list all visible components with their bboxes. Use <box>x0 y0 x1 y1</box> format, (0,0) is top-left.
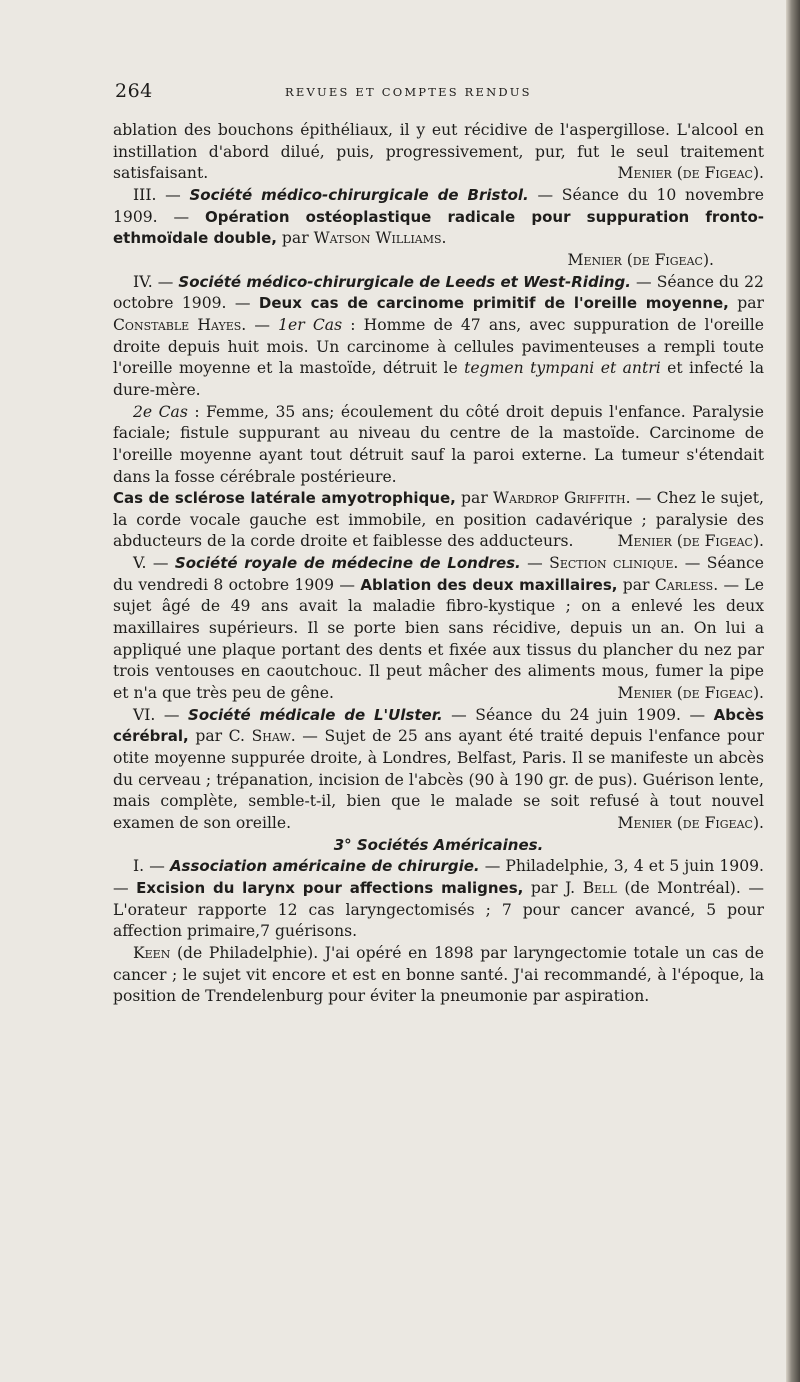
paragraph-text: : Homme de 47 ans, avec suppuration de l'oreille droite depuis huit mois. Un carcinome à cellules pavimenteuses a rempli toute l'oreille moyenne et la mastoïde, détruit le <box>113 315 765 378</box>
session-date: — Séance du 10 novembre 1909. — <box>113 185 764 226</box>
by-label: par <box>455 489 493 508</box>
body-text <box>113 120 764 1008</box>
society-name: Société médico-chirurgicale de Bristol. <box>189 185 529 204</box>
running-head: REVUES ET COMPTES RENDUS <box>285 85 532 99</box>
section-name: — Section clinique. <box>520 554 679 573</box>
author-name: Wardrop Griffith. <box>493 489 631 508</box>
item-number: V. — <box>133 554 175 573</box>
author-name: Keen <box>133 943 171 962</box>
signature: Menier (de Figeac). <box>617 532 764 551</box>
society-name: Société médico-chirurgicale de Leeds et West-Riding. <box>178 272 631 291</box>
item-number: IV. — <box>133 272 179 291</box>
by-label: par <box>276 229 314 248</box>
society-name: Société royale de médecine de Londres. <box>174 554 521 573</box>
paragraph-text: : Femme, 35 ans; écoulement du côté droit depuis l'enfance. Paralysie faciale; fistule suppurant au niveau du centre de la mastoïde. Carcinome de l'oreille moyenne ayant tout détruit sauf la paroi externe. La tumeur s'étendait dans la fosse cérébrale postérieure. <box>113 402 764 486</box>
paragraph-text: — Sujet de 25 ans ayant été traité depuis l'enfance pour otite moyenne suppurée droite, à Londres, Belfast, Paris. Il se manifeste un abcès du cerveau ; trépanation, incision de l'abcès (90 à 190 gr. de pus). Guérison lente, mais complète, semble-t-il, bien que le malade se soit refusé à tout nouvel examen de son oreille. <box>113 727 765 832</box>
signature: Menier (de Figeac). <box>567 250 714 269</box>
page-number: 264 <box>115 80 153 102</box>
item-number: VI. — <box>133 705 189 724</box>
article-title: Opération ostéoplastique radicale pour suppuration fronto-ethmoïdale double, <box>113 207 764 248</box>
signature: Menier (de Figeac). <box>617 684 764 703</box>
latin-term: tegmen tympani et antri <box>464 359 661 378</box>
paragraph-sclerose <box>113 488 764 553</box>
session-date: — Philadelphie, 3, 4 et 5 juin 1909. — <box>113 857 765 897</box>
by-label: par <box>728 294 764 313</box>
article-title: Abcès cérébral, <box>113 705 764 746</box>
by-label: par J. <box>523 878 583 897</box>
signature: Menier (de Figeac). <box>617 814 764 832</box>
paragraph-text-end: et infecté la dure-mère. <box>113 359 764 399</box>
paragraph-leeds <box>113 272 764 402</box>
paragraph-text: — Chez le sujet, la corde vocale gauche est immobile, en position cadavérique ; paralysie des abducteurs de la corde droite et faiblesse des adducteurs. <box>113 489 764 551</box>
paragraph-londres <box>113 553 764 705</box>
paragraph-aspergillose <box>113 120 764 185</box>
society-name: Association américaine de chirurgie. <box>169 857 480 876</box>
page-header <box>115 80 765 106</box>
author-name: Carless. <box>654 575 719 594</box>
article-title: Ablation des deux maxillaires, <box>360 575 618 594</box>
article-title: Excision du larynx pour affections malignes, <box>136 878 524 897</box>
item-number: III. — <box>133 185 190 204</box>
session-date: — Séance du 22 octobre 1909. — <box>113 272 764 313</box>
case-label: 1er Cas <box>278 315 343 334</box>
paragraph-bristol <box>113 185 764 250</box>
paragraph-text: (de Montréal). — L'orateur rapporte 12 cas laryngectomisés ; 7 pour cancer avancé, 5 pour affection primaire,7 guérisons. <box>113 878 764 941</box>
paragraph-keen <box>113 943 764 1008</box>
author-name: Bell <box>582 878 617 897</box>
dash: — <box>246 315 279 334</box>
author-name: Shaw. <box>251 727 296 746</box>
paragraph-philadelphie <box>113 856 764 943</box>
paragraph-case-2 <box>113 402 764 489</box>
paragraph-ulster <box>113 705 764 835</box>
session-date: — Séance du 24 juin 1909. — <box>442 705 714 724</box>
by-label: par C. <box>188 727 252 746</box>
signature: Menier (de Figeac). <box>617 164 764 183</box>
paragraph-text: ablation des bouchons épithéliaux, il y eut récidive de l'aspergillose. L'alcool en instillation d'abord dilué, puis, progressivement, pur, fut le seul traitement satisfaisant. <box>113 121 764 183</box>
paragraph-text: — Le sujet âgé de 49 ans avait la maladie fibro-kystique ; on a enlevé les deux maxillaires supérieurs. Il se porte bien sans récidive, depuis un an. On lui a appliqué une plaque portant des dents et fixée aux tissus du plancher du nez par trois ventouses en caoutchouc. Il peut mâcher des aliments mous, fumer la pipe et n'a que très peu de gêne. <box>113 575 765 703</box>
by-label: par <box>617 575 655 594</box>
session-date: — Séance du vendredi 8 octobre 1909 — <box>113 554 764 594</box>
page-edge-shadow <box>786 0 800 1382</box>
case-label: 2e Cas <box>133 402 188 421</box>
paragraph-text: (de Philadelphie). J'ai opéré en 1898 par laryngectomie totale un cas de cancer ; le sujet vit encore et est en bonne santé. J'ai recommandé, à l'époque, la position de Trendelenburg pour éviter la pneumonie par aspiration. <box>113 943 764 1006</box>
item-number: I. — <box>133 857 170 876</box>
article-title: Deux cas de carcinome primitif de l'oreille moyenne, <box>258 294 729 313</box>
author-name: Constable Hayes. <box>113 315 247 334</box>
section-heading: 3° Sociétés Américaines. <box>333 835 544 854</box>
author-name: Watson Williams. <box>313 229 447 248</box>
article-title: Cas de sclérose latérale amyotrophique, <box>113 489 456 508</box>
society-name: Société médicale de L'Ulster. <box>188 705 443 724</box>
